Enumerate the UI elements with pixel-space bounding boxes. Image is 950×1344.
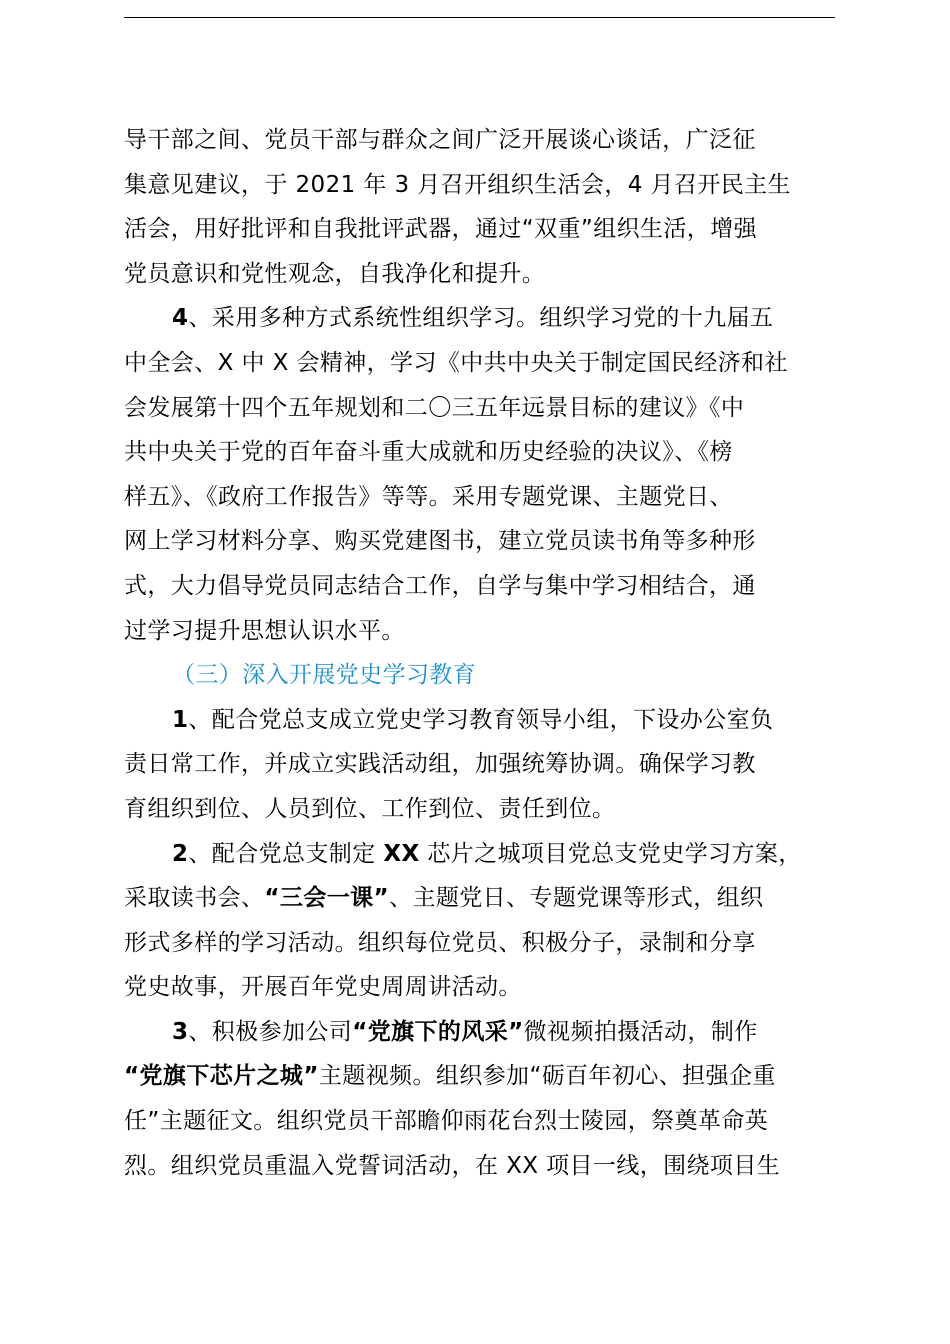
text-line	[124, 1010, 835, 1055]
text-line: 形式多样的学习活动。组织每位党员、积极分子，录制和分享	[124, 929, 756, 956]
item-text-bold: “三会一课”	[264, 885, 390, 912]
item-number: 2	[172, 840, 189, 867]
paragraph-item-2	[124, 832, 835, 1010]
text-line: 会发展第十四个五年规划和二〇三五年远景目标的建议》《中	[124, 394, 745, 421]
section-heading: （三）深入开展党史学习教育	[172, 662, 477, 689]
item-text: 主题视频。组织参加“砺百年初心、担强企重	[318, 1063, 776, 1090]
text-line: 过学习提升思想认识水平。	[124, 617, 405, 644]
item-text: 采取读书会、	[124, 885, 265, 912]
text-line	[124, 296, 835, 341]
text-line: 网上学习材料分享、购买党建图书，建立党员读书角等多种形	[124, 528, 756, 555]
item-number: 1	[172, 706, 189, 733]
text-line: 责日常工作，并成立实践活动组，加强统筹协调。确保学习教	[124, 751, 756, 778]
header-rule	[124, 17, 835, 18]
item-text: 芯片之城项目党总支党史学习方案，	[419, 840, 802, 867]
item-text-bold: XX	[383, 840, 420, 867]
text-line: 集意见建议，于 2021 年 3 月召开组织生活会，4 月召开民主生	[124, 171, 791, 198]
item-number: 4	[172, 305, 189, 332]
item-text-bold: “党旗下芯片之城”	[124, 1063, 319, 1090]
item-text: 、配合党总支成立党史学习教育领导小组，下设办公室负	[188, 706, 774, 733]
text-line: 活会，用好批评和自我批评武器，通过“双重”组织生活，增强	[124, 216, 758, 243]
text-line: 式，大力倡导党员同志结合工作，自学与集中学习相结合，通	[124, 572, 756, 599]
text-line: 党员意识和党性观念，自我净化和提升。	[124, 260, 546, 287]
item-text-bold: “党旗下的风采”	[352, 1018, 524, 1045]
text-line	[124, 876, 835, 921]
document-body	[124, 118, 835, 1188]
text-line	[124, 1054, 835, 1099]
item-text: 、积极参加公司	[188, 1018, 353, 1045]
paragraph-item-3	[124, 1010, 835, 1188]
item-number: 3	[172, 1018, 189, 1045]
paragraph-continuation	[124, 118, 835, 296]
item-text: 、配合党总支制定	[188, 840, 384, 867]
item-text: 、主题党日、专题党课等形式，组织	[389, 885, 764, 912]
paragraph-item-1	[124, 698, 835, 832]
text-line: 育组织到位、人员到位、工作到位、责任到位。	[124, 795, 616, 822]
text-line: 共中央关于党的百年奋斗重大成就和历史经验的决议》、《榜	[124, 439, 733, 466]
text-line: 导干部之间、党员干部与群众之间广泛开展谈心谈话，广泛征	[124, 127, 756, 153]
paragraph-item-4	[124, 296, 835, 653]
text-line	[124, 698, 835, 743]
item-text: 微视频拍摄活动，制作	[523, 1018, 758, 1045]
text-line: 任”主题征文。组织党员干部瞻仰雨花台烈士陵园，祭奠革命英	[124, 1108, 769, 1135]
item-text: 、采用多种方式系统性组织学习。组织学习党的十九届五	[188, 305, 774, 332]
text-line: 样五》、《政府工作报告》等等。采用专题党课、主题党日、	[124, 483, 733, 510]
text-line: 烈。组织党员重温入党誓词活动，在 XX 项目一线，围绕项目生	[124, 1152, 781, 1179]
text-line: 中全会、X 中 X 会精神，学习《中共中央关于制定国民经济和社	[124, 349, 788, 376]
text-line	[124, 832, 835, 877]
text-line: 党史故事，开展百年党史周周讲活动。	[124, 974, 522, 1001]
